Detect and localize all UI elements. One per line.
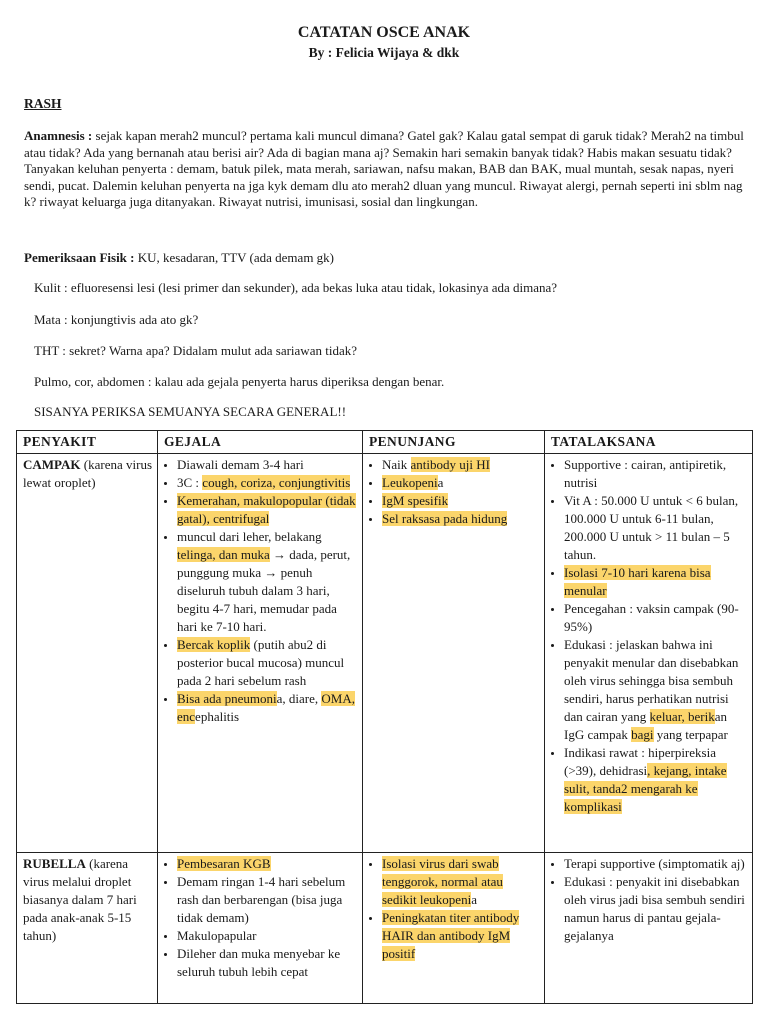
highlighted-text: telinga, dan muka bbox=[177, 547, 270, 562]
bullet-text: a, diare, bbox=[276, 691, 322, 706]
disease-note: (karena virus melalui droplet biasanya dalam 7 hari pada anak-anak 5-15 tahun) bbox=[23, 856, 137, 943]
bullet-text: Diawali demam 3-4 hari bbox=[177, 457, 304, 472]
bullet-text: Indikasi rawat : hiperpireksia (>39), dehidrasi bbox=[564, 745, 716, 778]
pemeriksaan-label: Pemeriksaan Fisik : bbox=[24, 250, 135, 265]
bullet-item bbox=[177, 873, 357, 927]
bullet-item bbox=[382, 909, 539, 963]
bullet-item bbox=[177, 456, 357, 474]
highlighted-text: Isolasi virus dari swab tenggorok, normal atau sedikit leukopeni bbox=[382, 856, 503, 907]
tatalaksana-cell-rubella bbox=[545, 853, 753, 1004]
table-row-campak bbox=[17, 454, 753, 853]
penunjang-cell-campak bbox=[363, 454, 545, 853]
penunjang-cell-rubella bbox=[363, 853, 545, 1004]
highlighted-text: IgM spesifik bbox=[382, 493, 449, 508]
header-gejala: GEJALA bbox=[158, 431, 363, 454]
highlighted-text: Leukopeni bbox=[382, 475, 438, 490]
bullet-item bbox=[177, 636, 357, 690]
bullet-text: Terapi supportive (simptomatik aj) bbox=[564, 856, 745, 871]
gejala-cell-rubella bbox=[158, 853, 363, 1004]
tatalaksana-list bbox=[550, 855, 747, 945]
highlighted-text: Pembesaran KGB bbox=[177, 856, 271, 871]
exam-line-mata: Mata : konjungtivis ada ato gk? bbox=[34, 312, 199, 327]
document-title: CATATAN OSCE ANAK bbox=[297, 24, 471, 41]
tatalaksana-list bbox=[550, 456, 747, 816]
pemeriksaan-fisik-paragraph bbox=[24, 250, 748, 266]
bullet-item bbox=[382, 492, 539, 510]
bullet-item bbox=[177, 690, 357, 726]
bullet-item bbox=[177, 855, 357, 873]
anamnesis-label: Anamnesis : bbox=[24, 128, 93, 143]
bullet-text: Edukasi : jelaskan bahwa ini penyakit menular dan disebabkan oleh virus sehingga bisa sembuh sendiri, harus perhatikan nutrisi dan cairan yang bbox=[564, 637, 739, 724]
gejala-list bbox=[163, 855, 357, 981]
bullet-item bbox=[177, 945, 357, 981]
document-authors: By : Felicia Wijaya & dkk bbox=[308, 45, 460, 60]
bullet-item bbox=[382, 474, 539, 492]
disease-cell-rubella bbox=[17, 853, 158, 1004]
gejala-cell-campak bbox=[158, 454, 363, 853]
bullet-text: Pencegahan : vaksin campak (90-95%) bbox=[564, 601, 739, 634]
bullet-text: Supportive : cairan, antipiretik, nutrisi bbox=[564, 457, 727, 490]
bullet-text: ephalitis bbox=[195, 709, 240, 724]
bullet-text: Vit A : 50.000 U untuk < 6 bulan, 100.000 U untuk 6-11 bulan, 200.000 U untuk > 11 bulan – 5 tahun. bbox=[564, 493, 739, 562]
header-penunjang: PENUNJANG bbox=[363, 431, 545, 454]
highlighted-text: bagi bbox=[631, 727, 654, 742]
exam-line-pulmo: Pulmo, cor, abdomen : kalau ada gejala penyerta harus diperiksa dengan benar. bbox=[34, 374, 445, 389]
gejala-list bbox=[163, 456, 357, 726]
bullet-item bbox=[564, 600, 747, 636]
highlighted-text: , kejang, intake sulit, tanda2 mengarah ke komplikasi bbox=[564, 763, 727, 814]
anamnesis-paragraph bbox=[24, 128, 748, 211]
bullet-text: Dileher dan muka menyebar ke seluruh tubuh lebih cepat bbox=[177, 946, 341, 979]
bullet-item bbox=[177, 492, 357, 528]
bullet-item bbox=[382, 456, 539, 474]
bullet-item bbox=[177, 927, 357, 945]
disease-note: (karena virus lewat oroplet) bbox=[23, 457, 152, 490]
bullet-text: Edukasi : penyakit ini disebabkan oleh virus jadi bisa sembuh sendiri namun harus di pantau gejala-gejalanya bbox=[564, 874, 745, 943]
header-tatalaksana: TATALAKSANA bbox=[545, 431, 753, 454]
highlighted-text: Peningkatan titer antibody HAIR dan antibody IgM positif bbox=[382, 910, 520, 961]
disease-table bbox=[16, 430, 753, 1004]
bullet-text: Demam ringan 1-4 hari sebelum rash dan berbarengan (bisa juga tidak demam) bbox=[177, 874, 346, 925]
highlighted-text: cough, coriza, conjungtivitis bbox=[202, 475, 351, 490]
bullet-text: a bbox=[437, 475, 444, 490]
bullet-item bbox=[382, 510, 539, 528]
bullet-item bbox=[382, 855, 539, 909]
bullet-item bbox=[564, 456, 747, 492]
highlighted-text: antibody uji HI bbox=[410, 457, 490, 472]
highlighted-text: keluar, berik bbox=[649, 709, 715, 724]
highlighted-text: Bercak koplik bbox=[177, 637, 251, 652]
exam-line-kulit: Kulit : efluoresensi lesi (lesi primer dan sekunder), ada bekas luka atau tidak, lokasinya ada dimana? bbox=[34, 280, 558, 295]
bullet-item bbox=[177, 528, 357, 636]
exam-line-general: SISANYA PERIKSA SEMUANYA SECARA GENERAL!! bbox=[34, 404, 347, 419]
pemeriksaan-text: KU, kesadaran, TTV (ada demam gk) bbox=[137, 250, 335, 265]
bullet-text: a bbox=[471, 892, 477, 907]
penunjang-list bbox=[368, 456, 539, 528]
bullet-item bbox=[564, 564, 747, 600]
highlighted-text: Isolasi 7-10 hari karena bisa menular bbox=[564, 565, 711, 598]
highlighted-text: Kemerahan, makulopopular (tidak gatal), centrifugal bbox=[177, 493, 356, 526]
highlighted-text: Bisa ada pneumoni bbox=[177, 691, 277, 706]
table-row-rubella bbox=[17, 853, 753, 1004]
section-heading: RASH bbox=[24, 96, 62, 111]
bullet-text: Naik bbox=[382, 457, 411, 472]
bullet-text: 3C : bbox=[177, 475, 203, 490]
header-penyakit: PENYAKIT bbox=[17, 431, 158, 454]
table-header-row bbox=[17, 431, 753, 454]
bullet-item bbox=[177, 474, 357, 492]
tatalaksana-cell-campak bbox=[545, 454, 753, 853]
bullet-text: yang terpapar bbox=[653, 727, 728, 742]
disease-cell-campak bbox=[17, 454, 158, 853]
disease-name: CAMPAK bbox=[23, 457, 81, 472]
bullet-item bbox=[564, 744, 747, 816]
bullet-item bbox=[564, 636, 747, 744]
bullet-text: Makulopapular bbox=[177, 928, 257, 943]
highlighted-text: Sel raksasa pada hidung bbox=[382, 511, 508, 526]
exam-line-tht: THT : sekret? Warna apa? Didalam mulut ada sariawan tidak? bbox=[34, 343, 357, 358]
penunjang-list bbox=[368, 855, 539, 963]
bullet-text: an IgG campak bbox=[564, 709, 727, 742]
disease-name: RUBELLA bbox=[23, 856, 86, 871]
bullet-item bbox=[564, 873, 747, 945]
anamnesis-text: sejak kapan merah2 muncul? pertama kali muncul dimana? Gatel gak? Kalau gatal sempat di garuk tidak? Merah2 na timbul atau tidak? Ada yang bernanah atau berisi air? Ada di bagian mana aj? Semakin hari semakin banyak tidak? Habis makan sesuatu tidak? Tanyakan keluhan penyerta : demam, batuk pilek, mata merah, sariawan, nafsu makan, BAB dan BAK, mual muntah, sesak napas, nyeri sendi, pucat. Dalemin keluhan penyerta na jga kyk demam dlu ato merah2 dluan yang muncul. Riwayat alergi, pernah seperti ini sblm nag k? riwayat keluarga juga ditanyakan. Riwayat nutrisi, imunisasi, sosial dan lingkungan. bbox=[24, 128, 744, 210]
highlighted-text: OMA, enc bbox=[177, 691, 356, 724]
bullet-text: muncul dari leher, belakang bbox=[177, 529, 322, 544]
bullet-item bbox=[564, 492, 747, 564]
bullet-item bbox=[564, 855, 747, 873]
bullet-text: → dada, perut, punggung muka → penuh diseluruh tubuh dalam 3 hari, begitu 4-7 hari, memudar pada hari ke 7-10 hari. bbox=[177, 547, 351, 634]
bullet-text: (putih abu2 di posterior bucal mucosa) muncul pada 2 hari sebelum rash bbox=[177, 637, 345, 688]
